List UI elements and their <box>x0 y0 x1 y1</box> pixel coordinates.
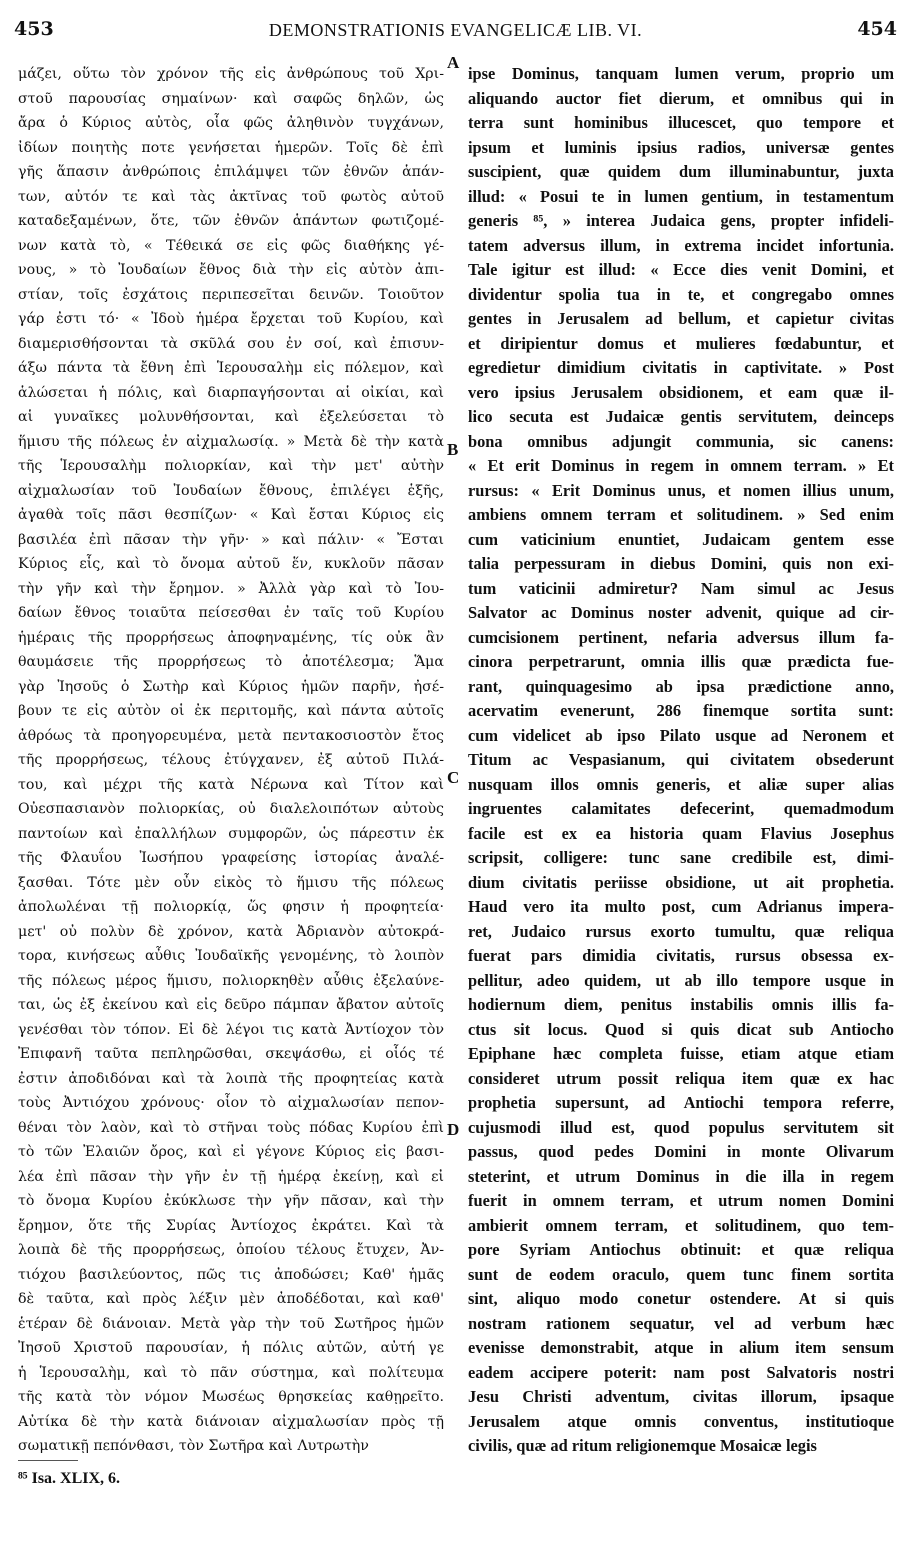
greek-text-line: Ἰησοῦ Χριστοῦ παρουσίαν, ἡ πόλις αὐτῶν, αὐτή γε <box>18 1340 444 1356</box>
latin-text-line: Jesu Christi adventum, civitas illorum, ipsaque <box>468 1387 894 1406</box>
page-number-right: 454 <box>857 18 897 40</box>
greek-text-line: λοιπὰ δὲ τῆς προρρήσεως, ὁποίου τέλους ἔτυχεν, Ἀν- <box>18 1242 444 1258</box>
latin-text-line: cum videlicet ab ipso Pilato usque ad Neronem et <box>468 725 894 745</box>
greek-text-line: βασιλέα ἐπὶ πᾶσαν τὴν γῆν· » καὶ πάλιν· « Ἔσται <box>18 531 444 548</box>
greek-text-line: σωματικῇ πεπόνθασι, τὸν Σωτῆρα καὶ Λυτρωτὴν <box>18 1438 369 1454</box>
greek-text-line: ἁλώσεται ἡ πόλις, καὶ διαρπαγήσονται αἱ οἰκίαι, καὶ <box>18 384 444 401</box>
latin-text-line: « Et erit Dominus in regem in omnem terram. » Et <box>468 456 894 475</box>
greek-text-line: τορα, κινήσεως αὖθις Ἰουδαϊκῆς γενομένης, τὸ λοιπὸν <box>18 948 444 964</box>
greek-text-line: τῆς κατὰ τὸν νόμον Μωσέως θρησκείας καθῃρεῖτο. <box>18 1389 444 1405</box>
latin-text-line: Haud vero ita multo post, cum Adrianus impera- <box>468 897 894 916</box>
latin-text-line: hodiernum diem, penitus instabilis omnis illis fa- <box>468 995 894 1014</box>
greek-text-line: μάζει, οὕτω τὸν χρόνον τῆς εἰς ἀνθρώπους τοῦ Χρι- <box>18 66 444 82</box>
latin-text-line: Titum ac Vespasianum, qui civitatem obsederunt <box>468 750 894 769</box>
latin-text-line: ambierit omnem terram, et solitudinem, quo tem- <box>468 1215 894 1235</box>
latin-text-line: ambiens omnem terram et solitudinem. » Sed enim <box>468 505 894 524</box>
latin-text-column <box>468 62 894 1455</box>
greek-text-line: ἀγαθὰ τοῖς πᾶσι θεσπίζων· « Καὶ ἔσται Κύριος εἰς <box>18 507 444 523</box>
footnote: ⁸⁵ Isa. XLIX, 6. <box>18 1470 121 1487</box>
greek-text-line: τὴν γῆν καὶ τὴν ἔρημον. » Ἀλλὰ γὰρ καὶ τὸ Ἰου- <box>18 580 444 597</box>
section-marker-a: A <box>447 53 460 72</box>
latin-text-line: suscipient, quæ quidem dum illuminabuntur, juxta <box>468 162 894 181</box>
latin-text-line: nostram rationem sequatur, vel ad verbum hæc <box>468 1313 894 1333</box>
greek-text-line: ἑτέραν δὲ διάνοιαν. Μετὰ γὰρ τὴν τοῦ Σωτῆρος ἡμῶν <box>18 1315 444 1332</box>
latin-text-line: pellitur, adeo quidem, ut ab illo tempore usque in <box>468 970 894 990</box>
latin-text-line: terra sunt hominibus illucescet, quo tempore et <box>468 113 894 132</box>
footnote-rule <box>18 1460 78 1461</box>
section-marker-b: B <box>447 440 459 459</box>
latin-text-line: cumcisionem pertinent, nefaria adversus illum fa- <box>468 627 894 647</box>
latin-text-line: sunt de eodem oraculo, quem tunc finem sortita <box>468 1264 894 1284</box>
greek-text-line: θαυμάσειε τῆς προρρήσεως τὸ ἀποτέλεσμα; Ἅμα <box>18 654 444 670</box>
greek-text-line: δαίων ἔθνος τοιαῦτα πείσεσθαι ἐν ταῖς τοῦ Κυρίου <box>18 605 444 621</box>
latin-text-line: ipse Dominus, tanquam lumen verum, proprio um <box>468 64 894 83</box>
greek-text-line: αἱ γυναῖκες μολυνθήσονται, καὶ ἐξελεύσεται τὸ <box>18 409 444 425</box>
latin-text-line: prophetia supersunt, ad Antiochi tempora referre, <box>468 1093 894 1112</box>
latin-text-line: dium civitatis periisse obsidione, ut ait prophetia. <box>468 872 894 892</box>
latin-text-line: consideret utrum possit reliqua item quæ ex hac <box>468 1068 894 1088</box>
latin-text-line: cinora perpetrarunt, omnia illis quæ prædicta fue- <box>468 652 894 671</box>
greek-text-line: άξω πάντα τὰ ἔθνη ἐπὶ Ἱερουσαλὴμ εἰς πόλεμον, καὶ <box>18 360 444 376</box>
greek-text-line: ἐστιν ἀποδιδόναι καὶ τὰ λοιπὰ τῆς προφητείας κατὰ <box>18 1070 444 1087</box>
greek-text-line: τῆς πόλεως μέρος ἥμισυ, πολιορκηθὲν αὖθις ἐξελαύνε- <box>18 972 444 989</box>
greek-text-line: τοὺς Ἀντιόχου χρόνους· οἷον τὸ αἰχμαλωσίαν πεπον- <box>18 1095 444 1111</box>
latin-text-line: steterint, et utrum Dominus in die illa in regem <box>468 1166 894 1186</box>
greek-text-column <box>18 62 444 1454</box>
latin-text-line: aliquando auctor fiet dierum, et omnibus qui in <box>468 88 894 108</box>
greek-text-line: γάρ ἐστι τό· « Ἰδοὺ ἡμέρα ἔρχεται τοῦ Κυρίου, καὶ <box>18 311 444 327</box>
section-marker-d: D <box>447 1120 460 1139</box>
latin-text-line: talia perpessuram in diebus Domini, quis non exi- <box>468 554 894 573</box>
greek-text-line: γενέσθαι τὸν τόπον. Εἰ δὲ λέγοι τις κατὰ Ἀντίοχον τὸν <box>18 1021 444 1038</box>
latin-text-line: ret, Judaico rursus exorto tumultu, quæ reliqua <box>468 921 894 941</box>
greek-text-line: ἥμισυ τῆς πόλεως ἐν αἰχμαλωσίᾳ. » Μετὰ δὲ τὴν κατὰ <box>18 433 444 450</box>
latin-text-line: tatem adversus illum, in extrema incidet infortunia. <box>468 235 894 255</box>
greek-text-line: θέναι τὸν λαὸν, καὶ τὸ στῆναι τοὺς πόδας Κυρίου ἐπὶ <box>18 1119 444 1136</box>
latin-text-line: pore Syriam Antiochus obtinuit: et quæ reliqua <box>468 1240 894 1259</box>
latin-text-line: eadem accipere poterit: nam post Salvatoris nostri <box>468 1362 894 1382</box>
latin-text-line: Epiphane hæc completa fuisse, etiam atque etiam <box>468 1044 894 1063</box>
latin-text-line: nusquam illos omnis generis, et aliæ super alias <box>468 774 894 794</box>
greek-text-line: Ἐπιφανῆ ταῦτα πεπληρῶσθαι, σκεψάσθω, εἰ οἷός τέ <box>18 1046 444 1062</box>
running-title: DEMONSTRATIONIS EVANGELICÆ LIB. VI. <box>268 20 643 40</box>
greek-text-line: του, καὶ μέχρι τῆς κατὰ Νέρωνα καὶ Τίτον καὶ <box>18 776 444 793</box>
greek-text-line: μετ' οὐ πολὺν δὲ χρόνον, κατὰ Ἀδριανὸν αὐτοκρά- <box>18 923 444 940</box>
latin-text-line: evenisse demonstrabit, atque in alium item sensum <box>468 1338 894 1357</box>
latin-text-line: cujusmodi illud est, quod populus servitutem sit <box>468 1117 894 1137</box>
greek-text-line: διαμερισθήσονται τὰ σκῦλά σου ἐν σοί, καὶ ἐπισυν- <box>18 335 444 352</box>
latin-text-line: gentes in Jerusalem ad bellum, et capietur civitas <box>468 309 894 328</box>
latin-text-line: acervatim evenerunt, 286 finemque sortita sunt: <box>468 701 894 720</box>
greek-text-line: στοῦ παρουσίας σημαίνων· καὶ σαφῶς δηλῶν, ὡς <box>18 90 444 107</box>
greek-text-line: τὸ ὄνομα Κυρίου ἐκύκλωσε τὴν γῆν πᾶσαν, καὶ τὴν <box>18 1193 444 1209</box>
latin-text-line: Jerusalem atque omnis conventus, institutioque <box>468 1411 894 1431</box>
greek-text-line: δὲ ταῦτα, καὶ πρὸς λέξιν μὲν ἀποδέδοται, καὶ καθ' <box>18 1291 444 1307</box>
greek-text-line: παντοίων καὶ ἐπαλλήλων συμφορῶν, ὡς πάρεστιν ἐκ <box>18 825 444 842</box>
latin-text-line: facile est ex ea historia quam Flavius Josephus <box>468 823 894 843</box>
greek-text-line: ἡμέραις τῆς προρρήσεως ἀποφηναμένης, τίς οὐκ ἂν <box>18 629 444 646</box>
latin-text-line: fuerat pars dimidia civitatis, rursus obsessa ex- <box>468 946 894 965</box>
greek-text-line: τῆς Ἱερουσαλὴμ πολιορκίαν, καὶ τὴν μετ' αὐτὴν <box>18 458 444 474</box>
greek-text-line: στίαν, τοῖς ἐσχάτοις περιπεσεῖται δεινῶν. Τοιοῦτον <box>18 286 444 303</box>
greek-text-line: τὸ τῶν Ἐλαιῶν ὄρος, καὶ εἰ γέγονε Κύριος εἰς βασι- <box>18 1144 444 1160</box>
latin-text-line: et diripientur domus et mulieres fœdabuntur, et <box>468 333 894 353</box>
latin-text-line: cum vaticinium enuntiet, Judaicam gentem esse <box>468 529 894 549</box>
latin-text-line: civilis, quæ ad ritum religionemque Mosaicæ legis <box>468 1436 817 1455</box>
greek-text-line: ἔρημον, ὅτε τῆς Συρίας Ἀντίοχος ἐκράτει. Καὶ τὰ <box>18 1217 444 1234</box>
running-header <box>0 14 911 54</box>
greek-text-line: νους, » τὸ Ἰουδαίων ἔθνος διὰ τὴν εἰς αὐτὸν ἀπι- <box>18 262 444 278</box>
greek-text-line: τῆς προρρήσεως, τέλους ἐτύγχανεν, ἐξ αὐτοῦ Πιλά- <box>18 752 444 768</box>
greek-text-line: ἄρα ὁ Κύριος αὐτὸς, οἷα φῶς ἀληθινὸν τυγχάνων, <box>18 115 444 131</box>
latin-text-line: generis ⁸⁵, » interea Judaica gens, propter infideli- <box>468 211 894 230</box>
greek-text-line: ται, ὡς ἐξ ἐκείνου καὶ εἰς δεῦρο πάμπαν ἄβατον αὐτοῖς <box>18 997 444 1013</box>
greek-text-line: βουν τε εἰς αὐτὸν οἱ ἐκ περιτομῆς, καὶ πάντα αὐτοῖς <box>18 703 444 719</box>
latin-text-line: passus, quod pedes Domini in monte Olivarum <box>468 1142 894 1161</box>
latin-text-line: rursus: « Erit Dominus unus, et nomen illius unum, <box>468 480 894 500</box>
greek-text-line: των, αὐτόν τε καὶ τὰς ἀκτῖνας τοῦ φωτὸς αὐτοῦ <box>18 188 444 205</box>
latin-text-line: lico secuta est Judaicæ gentis servitutem, deinceps <box>468 407 894 426</box>
latin-text-line: tum vaticinii admiretur? Nam simul ac Jesus <box>468 578 894 598</box>
greek-text-line: ἡ Ἱερουσαλὴμ, καὶ τὸ πᾶν σύστημα, καὶ πολίτευμα <box>18 1364 444 1381</box>
latin-text-line: Salvator ac Dominus noster advenit, quique ad cir- <box>468 603 894 622</box>
greek-text-line: γῆς ἅπασιν ἀνθρώποις ἐπιλάμψει τῶν ἐθνῶν ἁπάν- <box>18 164 444 180</box>
latin-text-line: rant, quinquagesimo ab ipsa prædictione anno, <box>468 676 894 696</box>
greek-text-line: τιόχου βασιλεύοντος, πῶς τις ἀποδώσει; Καθ' ἡμᾶς <box>18 1266 444 1283</box>
greek-text-line: καταδεξαμένων, ὅτε, τῶν ἐθνῶν ἁπάντων φωτιζομέ- <box>18 213 444 229</box>
greek-text-line: ἀθρόως τὰ προηγορευμένα, μετὰ πεντακοσιοστὸν ἔτος <box>18 727 444 744</box>
greek-text-line: γὰρ Ἰησοῦς ὁ Σωτὴρ καὶ Κύριος ἡμῶν παρῆν, ἠσέ- <box>18 678 444 695</box>
latin-text-line: ipsum et luminis ipsius radios, universæ gentes <box>468 137 894 157</box>
latin-text-line: scripsit, colligere: tunc sane credibile est, dimi- <box>468 848 894 867</box>
section-marker-c: C <box>447 768 460 787</box>
latin-text-line: fuerit in omnem terram, et utrum nomen Domini <box>468 1191 894 1210</box>
latin-text-line: vero ipsius Jerusalem obsidionem, et eam quæ il- <box>468 382 894 402</box>
greek-text-line: νων κατὰ τὸ, « Τέθεικά σε εἰς φῶς διαθήκης γέ- <box>18 237 444 254</box>
greek-text-line: Αὐτίκα δὲ τὴν κατὰ διάνοιαν αἰχμαλωσίαν πρὸς τῇ <box>18 1413 444 1430</box>
latin-text-line: illud: « Posui te in lumen gentium, in testamentum <box>468 186 894 206</box>
greek-text-line: ἰδίων ποιητὴς ποτε γενήσεται ἡμερῶν. Τοῖς δὲ ἐπὶ <box>18 139 444 156</box>
greek-text-line: Κύριος εἷς, καὶ τὸ ὄνομα αὐτοῦ ἕν, κυκλοῦν πᾶσαν <box>18 556 444 572</box>
greek-text-line: λέα ἐπὶ πᾶσαν τὴν γῆν ἐν τῇ ἡμέρᾳ ἐκείνῃ, καὶ εἰ <box>18 1168 444 1185</box>
page-number-left: 453 <box>14 18 54 40</box>
greek-text-line: ξασθαι. Τότε μὲν οὖν εἰκὸς τὸ ἥμισυ τῆς πόλεως <box>18 874 444 891</box>
greek-text-line: ἀπολωλέναι τῇ πολιορκίᾳ, ὥς φησιν ἡ προφητεία· <box>18 899 444 915</box>
latin-text-line: ctus sit locus. Quod si quis dicat sub Antiocho <box>468 1019 894 1039</box>
latin-text-line: sint, aliquo modo conetur ostendere. At si quis <box>468 1289 894 1308</box>
latin-text-line: ingruentes calamitates defecerint, quemadmodum <box>468 799 894 818</box>
greek-text-line: Οὐεσπασιανὸν πολιορκίας, οὐ διαλελοιπότων αὐτοὺς <box>18 801 444 817</box>
latin-text-line: egredietur dimidium civitatis in captivitate. » Post <box>468 358 894 377</box>
latin-text-line: dividentur spolia tua in te, et congregabo omnes <box>468 284 894 304</box>
latin-text-line: bona omnibus adjungit communia, sic canens: <box>468 431 894 451</box>
greek-text-line: αἰχμαλωσίαν τοῦ Ἰουδαίων ἔθνους, ἐπιλέγει ἑξῆς, <box>18 482 444 499</box>
greek-text-line: τῆς Φλαυΐου Ἰωσήπου γραφείσης ἱστορίας ἀναλέ- <box>18 850 444 866</box>
latin-text-line: Tale igitur est illud: « Ecce dies venit Domini, et <box>468 260 894 279</box>
